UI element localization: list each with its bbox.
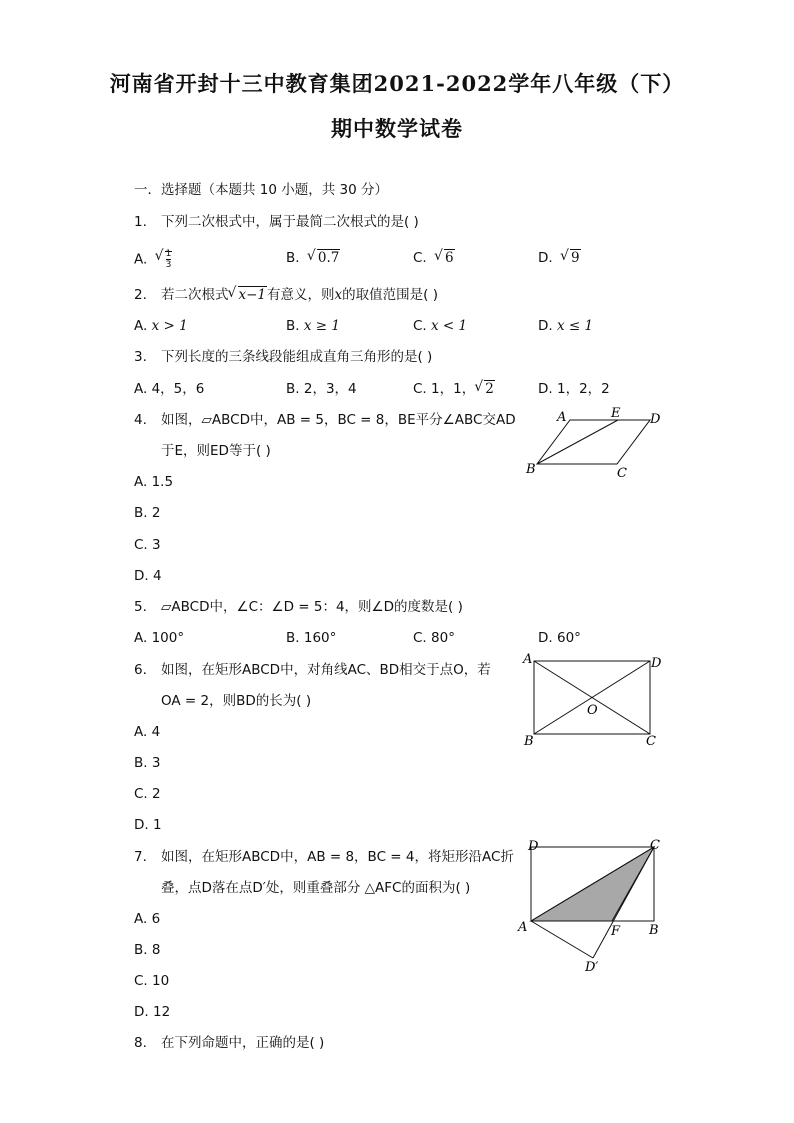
q3-number: 3.	[134, 349, 147, 365]
q3-option-c	[413, 380, 495, 398]
q4-option-b	[134, 504, 160, 522]
q1-number: 1.	[134, 214, 147, 230]
q2-stem-mid: 有意义，则	[267, 287, 335, 303]
q2-number: 2.	[134, 287, 147, 303]
q2-option-b	[286, 317, 340, 335]
q2-option-c	[413, 317, 467, 335]
q4-option-d-label: D.	[134, 568, 149, 584]
q2-radicand: x−1	[238, 287, 267, 303]
q2-stem-post: 的取值范围是( )	[342, 287, 438, 303]
q4-label-d: D	[650, 412, 661, 427]
q4-option-a-value: 1.5	[151, 474, 174, 490]
q6-option-b	[134, 754, 160, 772]
q1-option-d-label: D.	[538, 250, 553, 266]
q3-option-b	[286, 380, 357, 398]
q7-option-d-label: D.	[134, 1004, 149, 1020]
q6-option-c-value: 2	[152, 786, 161, 802]
q3-option-d-value: 1，2，2	[556, 381, 610, 397]
q6-option-c-label: C.	[134, 786, 148, 802]
q2-option-a-label: A.	[134, 318, 148, 334]
q6-option-b-value: 3	[151, 755, 161, 771]
q4-parallelogram-figure	[520, 404, 670, 484]
q2-variable: x	[334, 287, 343, 303]
q2-option-d-value: x ≤ 1	[556, 318, 594, 334]
q3-option-a-value: 4，5，6	[151, 381, 205, 397]
q5-option-c	[413, 629, 455, 647]
q2-option-c-value: x < 1	[431, 318, 468, 334]
q5-option-c-value: 80°	[431, 630, 455, 646]
q5-option-b	[286, 629, 336, 647]
q4-label-b: B	[526, 462, 536, 477]
q5-option-d	[538, 629, 581, 647]
q4-label-e: E	[611, 406, 621, 421]
q7-option-d	[134, 1003, 170, 1021]
q2-option-d	[538, 317, 593, 335]
q1-stem: 下列二次根式中，属于最简二次根式的是( )	[161, 214, 419, 230]
q5-option-a-label: A.	[134, 630, 148, 646]
q2-option-b-value: x ≥ 1	[303, 318, 340, 334]
q7-option-c-label: C.	[134, 973, 148, 989]
q3-stem: 下列长度的三条线段能组成直角三角形的是( )	[161, 349, 433, 365]
q3-option-d-label: D.	[538, 381, 553, 397]
q2-sqrt	[229, 286, 268, 304]
q1-option-a-fraction	[166, 249, 172, 270]
q3-c-radicand: 2	[485, 381, 494, 397]
q4-parallelogram	[537, 420, 650, 464]
q1-c-radicand: 6	[445, 250, 454, 266]
q4-option-b-label: B.	[134, 505, 148, 521]
q1-b-radicand: 0.7	[317, 250, 340, 266]
q3-option-c-label: C.	[413, 381, 427, 397]
q7-stem-line2: 叠，点D落在点D′处，则重叠部分 △AFC的面积为( )	[161, 880, 471, 896]
q6-option-b-label: B.	[134, 755, 148, 771]
q1-option-c	[413, 249, 455, 267]
q3-option-b-label: B.	[286, 381, 300, 397]
q7-option-a	[134, 910, 160, 928]
q6-stem-line1: 如图，在矩形ABCD中，对角线AC、BD相交于点O，若	[161, 662, 491, 678]
q4-option-c-label: C.	[134, 537, 148, 553]
q7-segment-ad-prime	[531, 921, 593, 958]
q7-stem-line1: 如图，在矩形ABCD中，AB = 8，BC = 4，将矩形沿AC折	[161, 849, 514, 865]
q6-number: 6.	[134, 662, 147, 678]
q6-option-a-label: A.	[134, 724, 148, 740]
q3-option-a-label: A.	[134, 381, 148, 397]
q7-folded-rectangle-figure	[516, 836, 676, 976]
section-heading: 一．选择题（本题共 10 小题，共 30 分）	[134, 182, 389, 198]
q6-option-d-label: D.	[134, 817, 149, 833]
q4-label-a: A	[557, 410, 567, 425]
q4-option-c	[134, 536, 161, 554]
exam-title-line2: 期中数学试卷	[331, 116, 463, 141]
q7-option-a-value: 6	[151, 911, 161, 927]
q3-option-c-sqrt	[475, 380, 495, 398]
q1-a-numerator: √ 1	[165, 249, 172, 259]
q7-option-a-label: A.	[134, 911, 148, 927]
q6-option-d-value: 1	[152, 817, 162, 833]
q7-option-b-value: 8	[151, 942, 161, 958]
q8-stem: 在下列命题中，正确的是( )	[161, 1035, 325, 1051]
q1-option-a	[134, 249, 172, 270]
q5-option-b-label: B.	[286, 630, 300, 646]
q7-option-c	[134, 972, 169, 990]
q7-label-d-prime: D′	[585, 960, 599, 975]
q2-stem-pre: 若二次根式	[161, 287, 229, 303]
q5-option-c-label: C.	[413, 630, 427, 646]
q6-label-a: A	[523, 652, 533, 667]
q5-option-d-label: D.	[538, 630, 553, 646]
q2-stem	[161, 286, 438, 304]
q1-option-b	[286, 249, 340, 267]
q3-option-c-value: 1，1，	[431, 381, 476, 397]
q4-option-d-value: 4	[152, 568, 162, 584]
q1-option-a-sqrt	[156, 249, 173, 270]
q4-option-a	[134, 473, 173, 491]
q6-label-b: B	[524, 734, 534, 749]
q2-option-d-label: D.	[538, 318, 553, 334]
q7-option-b-label: B.	[134, 942, 148, 958]
q2-option-a	[134, 317, 188, 335]
q3-option-d	[538, 380, 610, 398]
q6-stem-line2: OA = 2，则BD的长为( )	[161, 693, 312, 709]
q6-option-a-value: 4	[151, 724, 161, 740]
q5-stem: ▱ABCD中，∠C：∠D = 5：4，则∠D的度数是( )	[161, 599, 463, 615]
q8-number: 8.	[134, 1035, 147, 1051]
q7-option-c-value: 10	[152, 973, 170, 989]
q7-label-c: C	[650, 838, 660, 853]
q1-option-c-sqrt	[435, 249, 455, 267]
q2-option-b-label: B.	[286, 318, 300, 334]
q7-label-a: A	[518, 920, 528, 935]
q4-option-b-value: 2	[151, 505, 161, 521]
q1-option-c-label: C.	[413, 250, 427, 266]
q4-number: 4.	[134, 412, 147, 428]
q7-option-b	[134, 941, 160, 959]
q5-option-d-value: 60°	[556, 630, 581, 646]
q6-option-d	[134, 816, 162, 834]
q7-label-f: F	[611, 924, 621, 939]
q6-label-d: D	[651, 656, 662, 671]
q1-option-d	[538, 249, 581, 267]
q7-label-d: D	[528, 839, 539, 854]
q1-option-d-sqrt	[561, 249, 581, 267]
q7-number: 7.	[134, 849, 147, 865]
q1-d-radicand: 9	[570, 250, 580, 266]
q7-label-b: B	[649, 923, 659, 938]
exam-title-line1: 河南省开封十三中教育集团2021-2022学年八年级（下）	[109, 71, 685, 96]
q4-option-d	[134, 567, 162, 585]
q4-label-c: C	[617, 466, 627, 481]
q4-stem-line1: 如图，▱ABCD中，AB = 5，BC = 8，BE平分∠ABC交AD	[161, 412, 516, 428]
q4-bisector-be	[537, 420, 618, 464]
q4-stem-line2: 于E，则ED等于( )	[161, 443, 271, 459]
q2-option-c-label: C.	[413, 318, 427, 334]
q7-option-d-value: 12	[152, 1004, 171, 1020]
q4-option-c-value: 3	[152, 537, 161, 553]
q5-option-b-value: 160°	[303, 630, 337, 646]
q4-option-a-label: A.	[134, 474, 148, 490]
q6-label-o: O	[587, 703, 598, 718]
q3-option-a	[134, 380, 204, 398]
q3-option-b-value: 2，3，4	[303, 381, 357, 397]
q1-option-a-label: A.	[134, 251, 148, 268]
q6-rectangle-figure	[520, 650, 670, 750]
q6-option-c	[134, 785, 161, 803]
q6-option-a	[134, 723, 160, 741]
q6-label-c: C	[646, 734, 656, 749]
q1-a-denominator: 3	[165, 260, 172, 270]
q5-number: 5.	[134, 599, 147, 615]
q1-option-b-label: B.	[286, 250, 300, 266]
q5-option-a-value: 100°	[151, 630, 185, 646]
q1-option-b-sqrt	[308, 249, 340, 267]
q2-option-a-value: x > 1	[151, 318, 188, 334]
q5-option-a	[134, 629, 184, 647]
